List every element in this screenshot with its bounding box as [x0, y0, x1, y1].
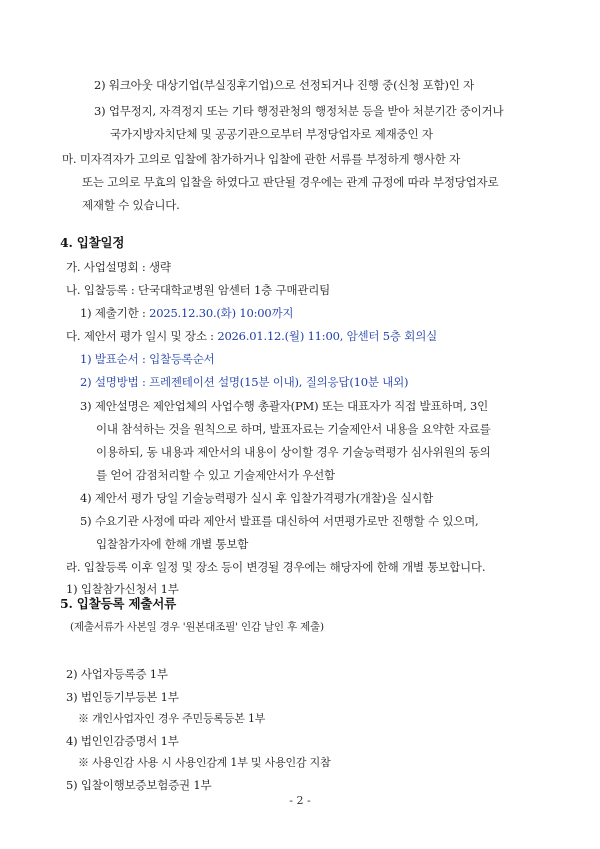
- doc-item-1: 1) 입찰참가신청서 1부: [66, 582, 179, 596]
- item-da-3-cont-1: 이내 참석하는 것을 원칙으로 하며, 발표자료는 기술제안서 내용을 요약한 자료를: [96, 422, 491, 436]
- item-ga: 가. 사업설명회 : 생략: [66, 260, 171, 274]
- item-workout: 2) 워크아웃 대상기업(부실징후기업)으로 선정되거나 진행 중(신청 포함)인 자: [94, 78, 475, 92]
- section-5-title: 5. 입찰등록 제출서류: [60, 596, 176, 611]
- page-number: - 2 -: [289, 794, 311, 807]
- item-suspension: 3) 업무정지, 자격정지 또는 기타 행정관청의 행정처분 등을 받아 처분기간 중이거나: [94, 104, 504, 118]
- item-da-5-cont: 입찰참가자에 한해 개별 통보함: [96, 537, 249, 551]
- section-4-title: 4. 입찰일정: [60, 235, 125, 250]
- doc-item-4: 4) 법인인감증명서 1부: [66, 734, 179, 748]
- item-da-3-cont-2: 이용하되, 동 내용과 제안서의 내용이 상이할 경우 기술능력평가 심사위원의 동의: [96, 445, 491, 459]
- item-da-2: 2) 설명방법 : 프레젠테이션 설명(15분 이내), 질의응답(10분 내외): [80, 375, 409, 389]
- doc-item-2: 2) 사업자등록증 1부: [66, 667, 168, 681]
- doc-item-3-note: ※ 개인사업자인 경우 주민등록등본 1부: [78, 712, 266, 725]
- item-da-5: 5) 수요기관 사정에 따라 제안서 발표를 대신하여 서면평가로만 진행할 수 있으며,: [80, 514, 479, 528]
- evaluation-value: 2026.01.12.(월) 11:00, 암센터 5층 회의실: [217, 329, 438, 343]
- section-5-note: (제출서류가 사본일 경우 '원본대조필' 인감 날인 후 제출): [70, 621, 324, 633]
- item-suspension-cont: 국가지방자치단체 및 공공기관으로부터 부정당업자로 제재중인 자: [110, 127, 433, 141]
- item-ra: 라. 입찰등록 이후 일정 및 장소 등이 변경될 경우에는 해당자에 한해 개별 통보합니다.: [66, 560, 486, 574]
- evaluation-label: 다. 제안서 평가 일시 및 장소 :: [66, 329, 218, 343]
- item-da-1: 1) 발표순서 : 입찰등록순서: [80, 352, 215, 366]
- item-da-3-cont-3: 를 얻어 감점처리할 수 있고 기술제안서가 우선함: [96, 468, 335, 482]
- item-ma-cont-2: 제재할 수 있습니다.: [82, 198, 180, 212]
- item-da-4: 4) 제안서 평가 당일 기술능력평가 실시 후 입찰가격평가(개찰)을 실시함: [80, 491, 434, 505]
- deadline-label: 1) 제출기한 :: [80, 306, 150, 320]
- item-ma: 마. 미자격자가 고의로 입찰에 참가하거나 입찰에 관한 서류를 부정하게 행사한 자: [62, 152, 461, 166]
- doc-item-4-note: ※ 사용인감 사용 시 사용인감계 1부 및 사용인감 지참: [78, 756, 331, 769]
- item-da-3: 3) 제안설명은 제안업체의 사업수행 총괄자(PM) 또는 대표자가 직접 발표하며, 3인: [80, 399, 489, 413]
- deadline-value: 2025.12.30.(화) 10:00까지: [149, 306, 294, 320]
- doc-item-3: 3) 법인등기부등본 1부: [66, 690, 179, 704]
- item-ma-cont-1: 또는 고의로 무효의 입찰을 하였다고 판단될 경우에는 관계 규정에 따라 부정당업자로: [82, 175, 499, 189]
- item-da: [66, 329, 437, 343]
- item-na-deadline: [80, 306, 293, 320]
- item-na: 나. 입찰등록 : 단국대학교병원 암센터 1층 구매관리팀: [66, 283, 331, 297]
- doc-item-5: 5) 입찰이행보증보험증권 1부: [66, 778, 212, 792]
